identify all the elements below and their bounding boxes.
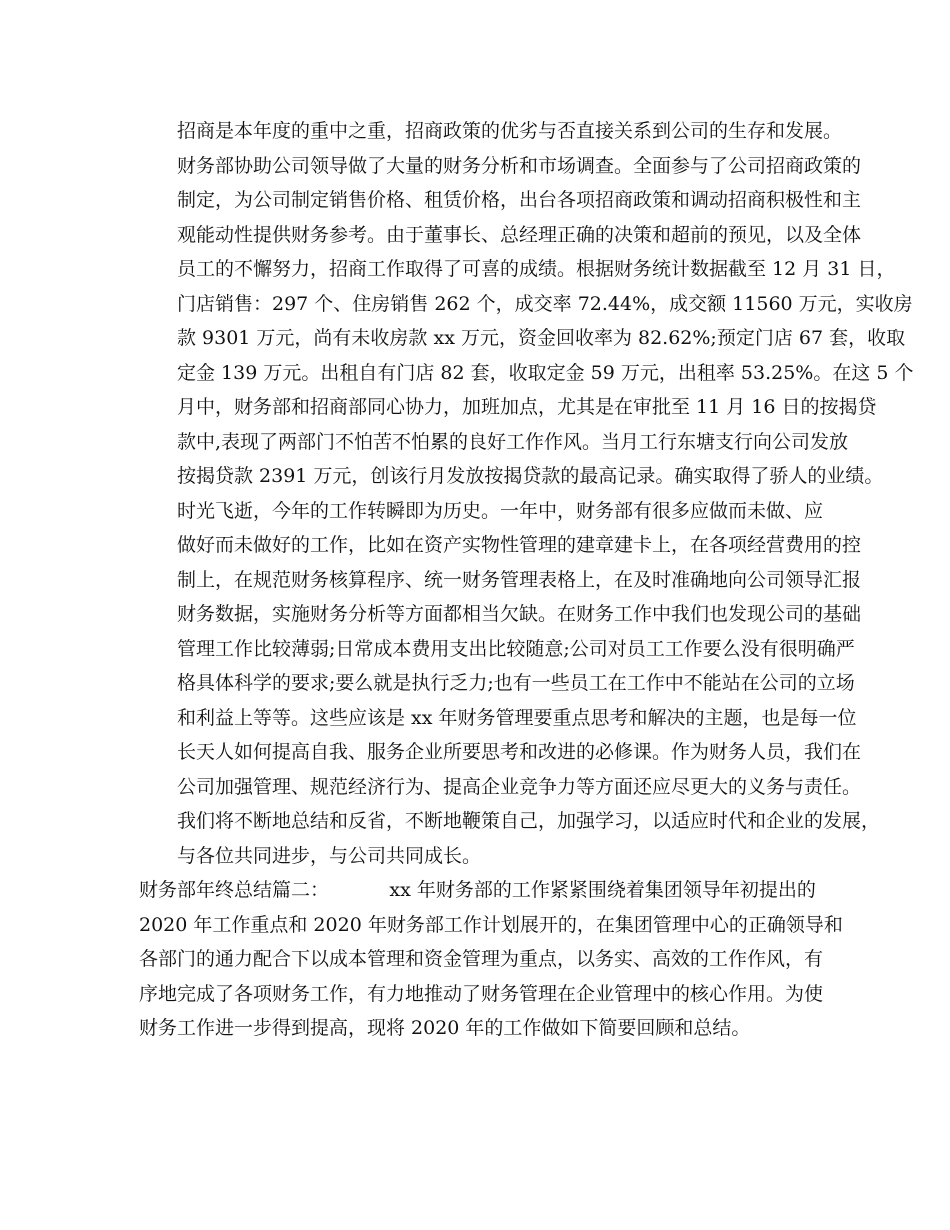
text-line: 门店销售：297 个、住房销售 262 个，成交率 72.44%，成交额 11560 万元，实收房 bbox=[177, 292, 913, 315]
document-page bbox=[139, 114, 914, 1046]
text-line: 长天人如何提高自我、服务企业所要思考和改进的必修课。作为财务人员，我们在 bbox=[177, 741, 862, 763]
text-line: 制定，为公司制定销售价格、租赁价格，出台各项招商政策和调动招商积极性和主 bbox=[177, 189, 862, 211]
paragraph-summary-part-two bbox=[139, 873, 843, 1046]
text-line: 与各位共同进步，与公司共同成长。 bbox=[177, 844, 482, 867]
text-line: 各部门的通力配合下以成本管理和资金管理为重点，以务实、高效的工作作风，有 bbox=[139, 948, 824, 970]
heading-line bbox=[139, 873, 829, 908]
text-line: 财务部协助公司领导做了大量的财务分析和市场调查。全面参与了公司招商政策的 bbox=[177, 154, 862, 177]
text-line: 款 9301 万元，尚有未收房款 xx 万元，资金回收率为 82.62%;预定门店 67 套，收取 bbox=[177, 327, 906, 349]
section-heading: 财务部年终总结篇二： bbox=[139, 879, 330, 901]
text-line: 序地完成了各项财务工作，有力地推动了财务管理在企业管理中的核心作用。为使 bbox=[139, 982, 824, 1005]
paragraph-investment bbox=[139, 114, 914, 494]
text-line: 做好而未做好的工作，比如在资产实物性管理的建章建卡上，在各项经营费用的控 bbox=[177, 534, 862, 556]
text-line: 和利益上等等。这些应该是 xx 年财务管理要重点思考和解决的主题，也是每一位 bbox=[177, 706, 857, 729]
paragraph-reflection bbox=[139, 494, 881, 874]
text-line: 财务工作进一步得到提高，现将 2020 年的工作做如下简要回顾和总结。 bbox=[139, 1017, 751, 1039]
text-line-start: xx 年财务部的工作紧紧围绕着集团领导年初提出的 bbox=[389, 879, 816, 901]
text-line: 款中,表现了两部门不怕苦不怕累的良好工作作风。当月工行东塘支行向公司发放 bbox=[177, 430, 849, 453]
text-line: 2020 年工作重点和 2020 年财务部工作计划展开的，在集团管理中心的正确领导和 bbox=[139, 913, 843, 936]
text-line: 员工的不懈努力，招商工作取得了可喜的成绩。根据财务统计数据截至 12 月 31 日， bbox=[177, 258, 896, 280]
text-line: 按揭贷款 2391 万元，创该行月发放按揭贷款的最高记录。确实取得了骄人的业绩。 bbox=[177, 465, 884, 487]
text-line: 观能动性提供财务参考。由于董事长、总经理正确的决策和超前的预见，以及全体 bbox=[177, 223, 862, 246]
text-line: 公司加强管理、规范经济行为、提高企业竞争力等方面还应尽更大的义务与责任。 bbox=[177, 775, 862, 798]
text-line: 管理工作比较薄弱;日常成本费用支出比较随意;公司对员工工作要么没有很明确严 bbox=[177, 637, 855, 660]
text-line: 我们将不断地总结和反省，不断地鞭策自己，加强学习，以适应时代和企业的发展， bbox=[177, 810, 881, 832]
text-line: 招商是本年度的重中之重，招商政策的优劣与否直接关系到公司的生存和发展。 bbox=[177, 120, 843, 142]
text-line: 格具体科学的要求;要么就是执行乏力;也有一些员工在工作中不能站在公司的立场 bbox=[177, 672, 855, 694]
text-line: 时光飞逝，今年的工作转瞬即为历史。一年中，财务部有很多应做而未做、应 bbox=[177, 499, 824, 522]
text-line: 定金 139 万元。出租自有门店 82 套，收取定金 59 万元，出租率 53.25%。在这 5 个 bbox=[177, 361, 914, 384]
text-line: 月中，财务部和招商部同心协力，加班加点，尤其是在审批至 11 月 16 日的按揭贷 bbox=[177, 396, 877, 418]
text-line: 财务数据，实施财务分析等方面都相当欠缺。在财务工作中我们也发现公司的基础 bbox=[177, 603, 862, 625]
text-line: 制上，在规范财务核算程序、统一财务管理表格上，在及时准确地向公司领导汇报 bbox=[177, 568, 862, 591]
